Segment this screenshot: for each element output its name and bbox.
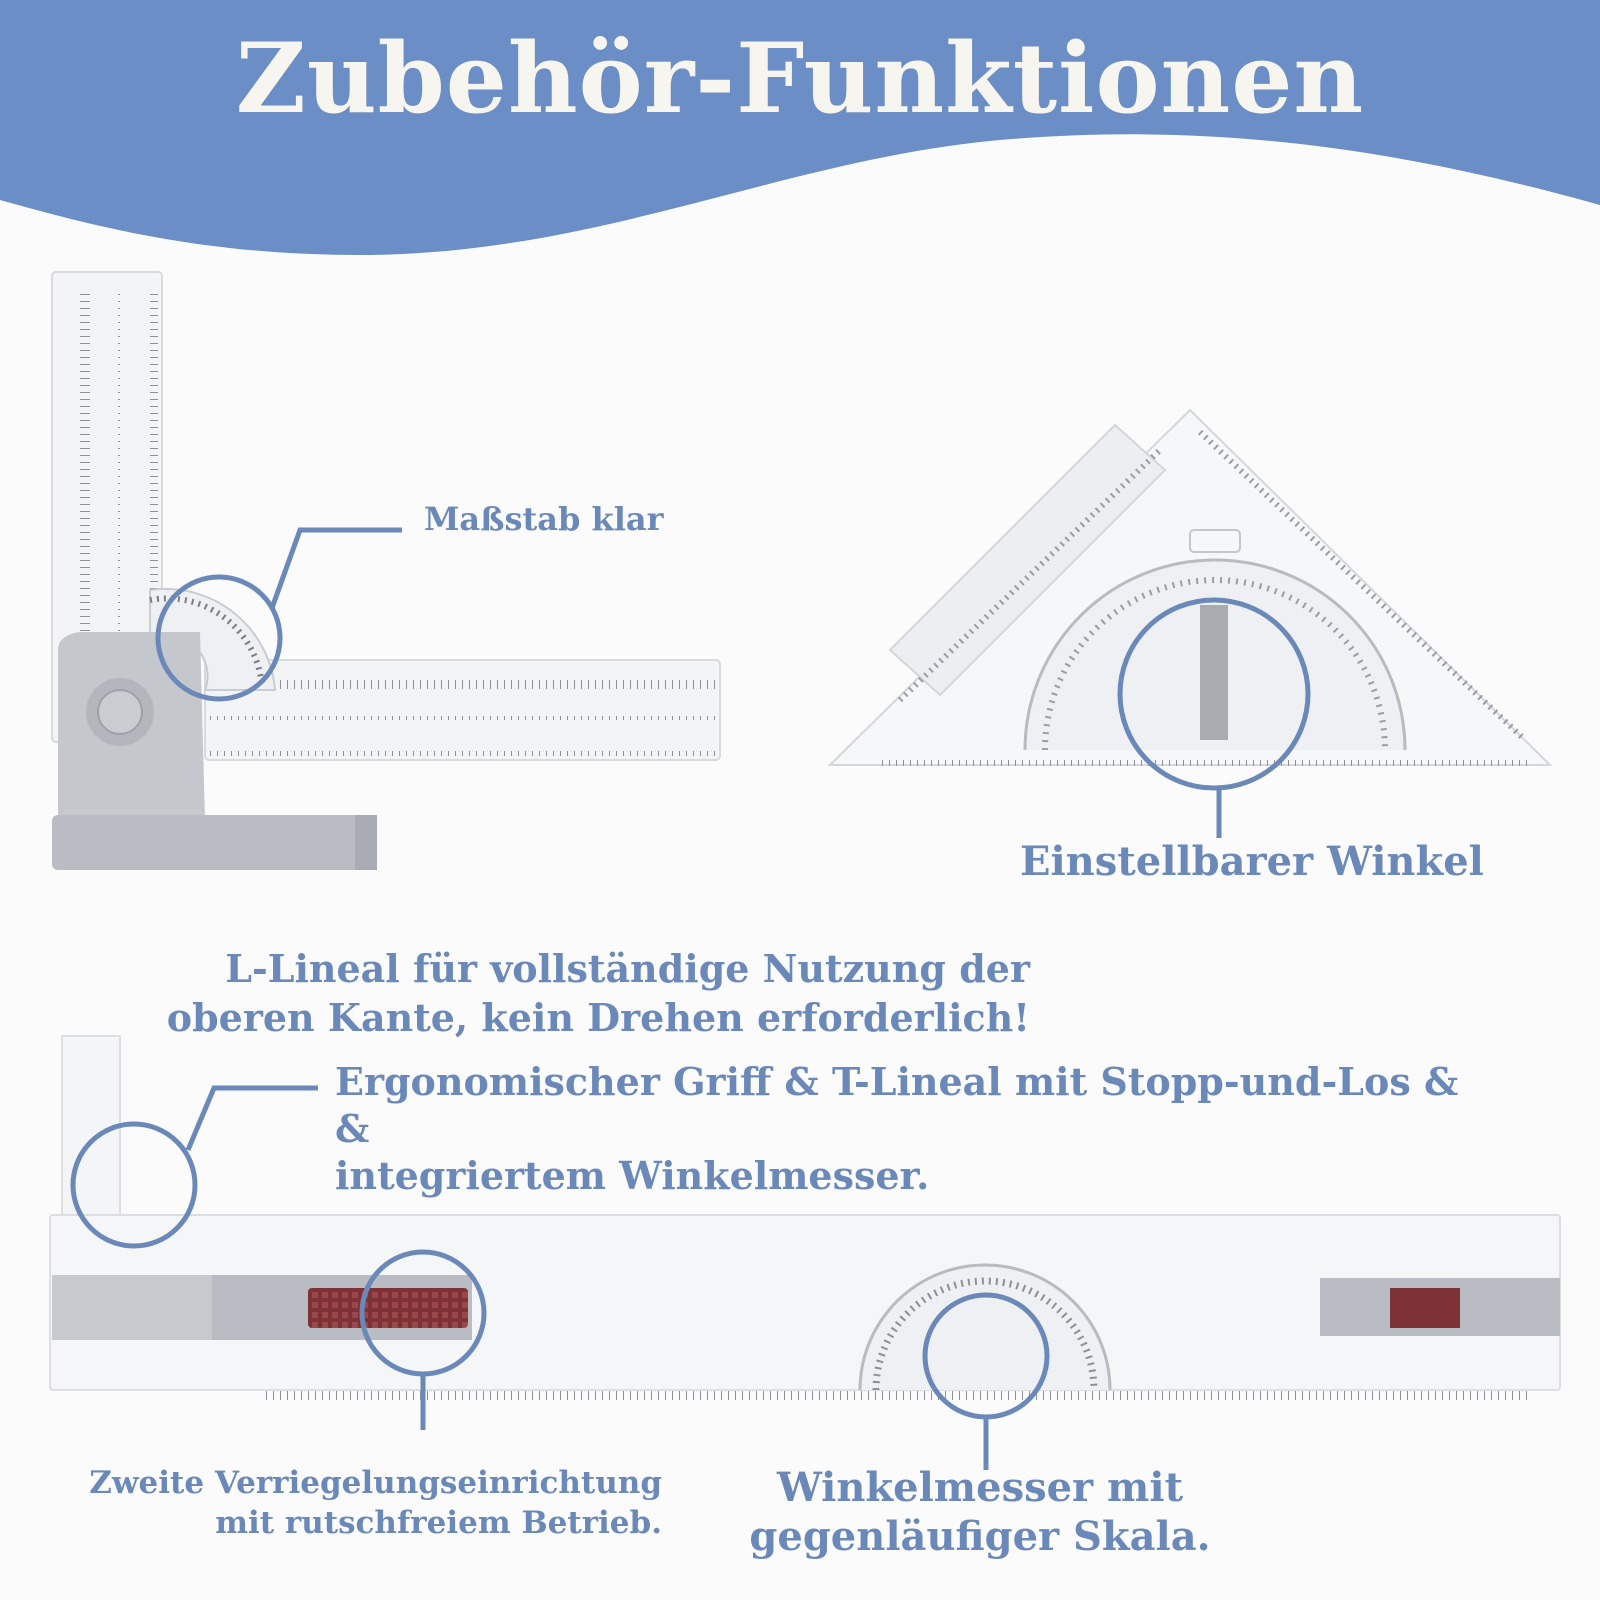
label-ergonomischer-griff bbox=[335, 1058, 1495, 1199]
label-verriegelung-line2: mit rutschfreiem Betrieb. bbox=[215, 1505, 662, 1541]
label-winkelmesser-line1: Winkelmesser mit bbox=[776, 1464, 1184, 1511]
set-square-icon bbox=[830, 410, 1550, 766]
page-title: Zubehör-Funktionen bbox=[235, 22, 1365, 135]
label-ergo-line2: integriertem Winkelmesser. bbox=[335, 1153, 930, 1198]
label-l-lineal-line1: L-Lineal für vollständige Nutzung der bbox=[225, 946, 1030, 991]
label-winkelmesser-line2: gegenläufiger Skala. bbox=[749, 1513, 1211, 1560]
label-massstab: Maßstab klar bbox=[424, 500, 664, 538]
label-verriegelung-line1: Zweite Verriegelungseinrichtung bbox=[89, 1465, 662, 1501]
label-einstellbarer-winkel: Einstellbarer Winkel bbox=[1020, 838, 1484, 885]
label-ergo-line1: Ergonomischer Griff & T-Lineal mit Stopp-und-Los & & bbox=[335, 1059, 1459, 1151]
label-winkelmesser bbox=[730, 1463, 1230, 1561]
label-l-lineal-line2: oberen Kante, kein Drehen erforderlich! bbox=[166, 995, 1030, 1040]
label-verriegelung bbox=[40, 1463, 662, 1543]
l-ruler-icon bbox=[52, 272, 720, 870]
label-l-lineal bbox=[150, 944, 1030, 1042]
